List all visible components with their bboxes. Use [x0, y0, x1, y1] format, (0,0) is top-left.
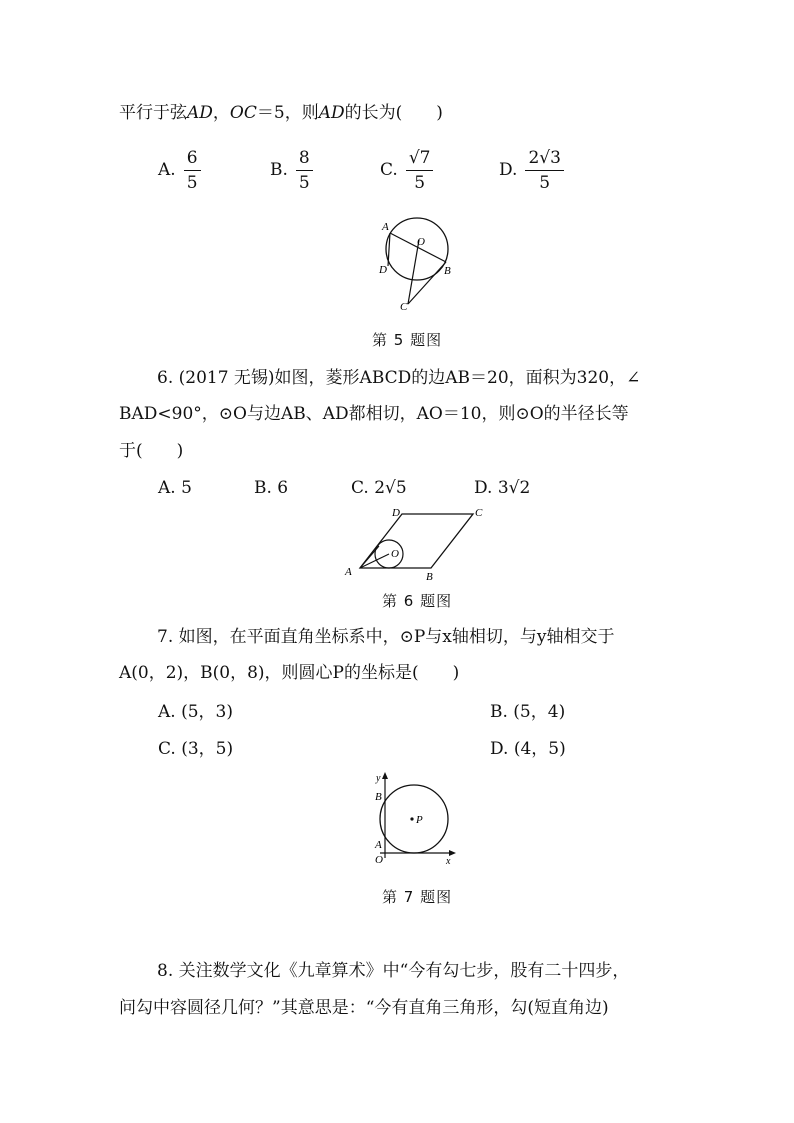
q5-var-ad-2: AD [318, 103, 345, 123]
denominator: 5 [186, 173, 198, 193]
option-label: D. [499, 160, 518, 180]
q6-option-c[interactable]: C. 2√5 [351, 478, 407, 498]
numerator: 2√3 [525, 148, 563, 171]
label-o: O [375, 854, 383, 866]
figure-6-rhombus-diagram [342, 502, 492, 584]
q5-stem-pre: 平行于弦 [119, 103, 187, 123]
q7-option-a[interactable]: A. (5，3) [158, 702, 233, 722]
q6-line-1: 6. (2017 无锡)如图，菱形ABCD的边AB＝20，面积为320，∠ [157, 368, 641, 388]
numerator: 6 [184, 148, 201, 171]
numerator: 8 [296, 148, 313, 171]
q6-line-2: BAD<90°，⊙O与边AB、AD都相切，AO＝10，则⊙O的半径长等 [119, 404, 629, 424]
label-a: A [382, 221, 389, 233]
label-b: B [444, 265, 451, 277]
figure-5-caption: 第 5 题图 [372, 331, 443, 349]
label-c: C [400, 301, 408, 313]
q6-option-d[interactable]: D. 3√2 [474, 478, 531, 498]
q5-sep: ， [212, 103, 230, 123]
label-a: A [375, 839, 382, 851]
q7-line-1: 7. 如图，在平面直角坐标系中，⊙P与x轴相切，与y轴相交于 [157, 627, 615, 647]
figure-5-circle-diagram [370, 212, 460, 314]
q7-option-d[interactable]: D. (4，5) [490, 739, 566, 759]
y-axis-arrow-icon [382, 772, 388, 779]
q5-eq: ＝5，则 [256, 103, 319, 123]
label-d: D [392, 507, 400, 519]
option-label: A. [158, 160, 176, 180]
label-d: D [379, 264, 387, 276]
label-o: O [417, 236, 425, 248]
q7-option-b[interactable]: B. (5，4) [490, 702, 566, 722]
circle-p [380, 785, 448, 853]
figure-7-caption: 第 7 题图 [382, 888, 453, 906]
q5-var-oc: OC [229, 103, 257, 123]
q5-option-c[interactable] [380, 148, 433, 193]
q6-line-3: 于( ) [119, 441, 184, 461]
q7-option-c[interactable]: C. (3，5) [158, 739, 234, 759]
figure-6-caption: 第 6 题图 [382, 592, 453, 610]
q5-option-b[interactable] [270, 148, 313, 193]
q5-var-ad: AD [187, 103, 213, 123]
q7-line-2: A(0，2)，B(0，8)，则圆心P的坐标是( ) [119, 663, 460, 683]
center-point-p [410, 817, 413, 820]
label-y: y [376, 773, 381, 784]
q8-line-2: 问勾中容圆径几何？”其意思是：“今有直角三角形，勾(短直角边) [119, 998, 609, 1018]
q5-tail: 的长为( ) [344, 103, 443, 123]
label-b: B [375, 791, 382, 803]
figure-7-coordinate-diagram [370, 770, 460, 866]
q5-stem [119, 103, 443, 123]
denominator: 5 [298, 173, 310, 193]
segment-tangent [360, 546, 379, 568]
option-label: C. [380, 160, 398, 180]
fraction [525, 148, 563, 193]
label-b: B [426, 571, 433, 583]
denominator: 5 [414, 173, 426, 193]
label-a: A [345, 566, 352, 578]
fraction [296, 148, 313, 193]
label-o: O [391, 548, 399, 560]
q6-option-b[interactable]: B. 6 [254, 478, 289, 498]
option-label: B. [270, 160, 288, 180]
label-p: P [416, 814, 423, 826]
q5-option-d[interactable] [499, 148, 564, 193]
segment-ao [360, 554, 389, 568]
fraction [406, 148, 434, 193]
q5-option-a[interactable] [158, 148, 201, 193]
q6-option-a[interactable]: A. 5 [158, 478, 192, 498]
denominator: 5 [539, 173, 551, 193]
label-c: C [475, 507, 483, 519]
fraction [184, 148, 201, 193]
label-x: x [446, 856, 451, 866]
numerator: √7 [406, 148, 434, 171]
q8-line-1: 8. 关注数学文化《九章算术》中“今有勾七步，股有二十四步， [157, 961, 630, 981]
